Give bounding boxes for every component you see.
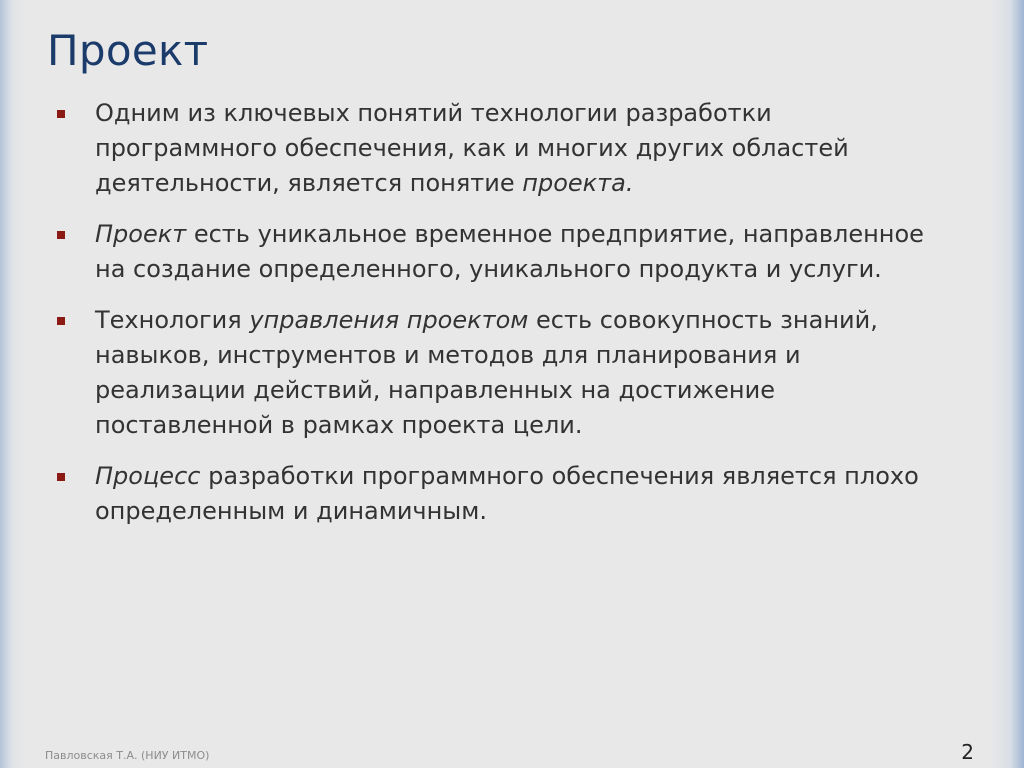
- slide-title: Проект: [47, 26, 209, 75]
- bullet-text: [95, 306, 878, 439]
- square-bullet-icon: [57, 317, 65, 325]
- square-bullet-icon: [57, 473, 65, 481]
- bullet-text: [95, 462, 919, 525]
- text-run: Одним из ключевых понятий технологии разработки программного обеспечения, как и многих других областей деятельности, является понятие: [95, 99, 849, 197]
- bullet-item: [55, 303, 955, 443]
- bullet-item: [55, 459, 955, 529]
- bullet-list: [55, 96, 955, 545]
- page-number: 2: [961, 740, 974, 764]
- bullet-text: [95, 220, 924, 283]
- text-run: Технология: [95, 306, 250, 334]
- bullet-item: [55, 217, 955, 287]
- text-run: разработки программного обеспечения является плохо определенным и динамичным.: [95, 462, 919, 525]
- text-run: есть совокупность знаний, навыков, инструментов и методов для планирования и реализации действий, направленных на достижение поставленной в рамках проекта цели.: [95, 306, 878, 439]
- italic-text-run: проекта.: [522, 169, 634, 197]
- text-run: есть уникальное временное предприятие, направленное на создание определенного, уникального продукта и услуги.: [95, 220, 924, 283]
- square-bullet-icon: [57, 231, 65, 239]
- bullet-text: [95, 99, 849, 197]
- italic-text-run: управления проектом: [249, 306, 529, 334]
- footer-author: Павловская Т.А. (НИУ ИТМО): [45, 749, 210, 762]
- italic-text-run: Проект: [95, 220, 187, 248]
- square-bullet-icon: [57, 110, 65, 118]
- bullet-item: [55, 96, 955, 201]
- italic-text-run: Процесс: [95, 462, 201, 490]
